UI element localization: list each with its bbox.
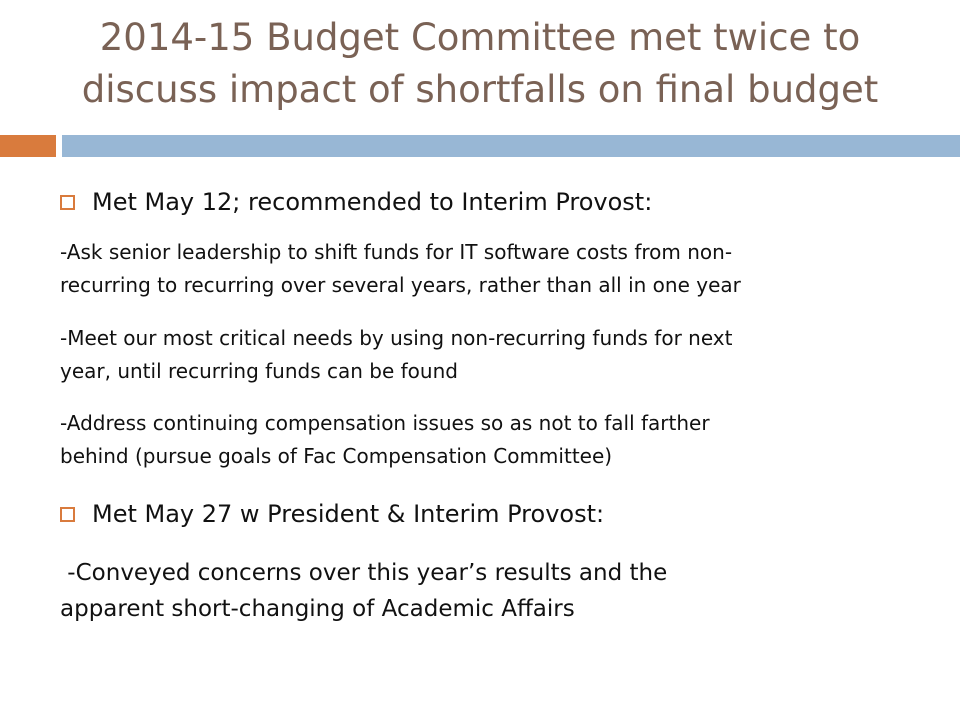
sub-item-line: year, until recurring funds can be found bbox=[60, 359, 458, 383]
sub-item-line: recurring to recurring over several years, rather than all in one year bbox=[60, 273, 741, 297]
sub-item-concerns bbox=[60, 555, 940, 627]
bullet-may-27 bbox=[60, 500, 604, 528]
accent-band-blue bbox=[62, 135, 960, 157]
bullet-heading: Met May 27 w President & Interim Provost: bbox=[92, 500, 605, 528]
sub-item-line: -Ask senior leadership to shift funds for IT software costs from non- bbox=[60, 240, 733, 264]
sub-item-critical-needs bbox=[60, 322, 940, 388]
bullet-may-12 bbox=[60, 188, 652, 216]
square-bullet-icon bbox=[60, 507, 75, 522]
sub-item-compensation bbox=[60, 407, 940, 473]
bullet-heading: Met May 12; recommended to Interim Provost: bbox=[92, 188, 653, 216]
sub-item-line: -Meet our most critical needs by using non-recurring funds for next bbox=[60, 326, 733, 350]
sub-item-line: -Address continuing compensation issues so as not to fall farther bbox=[60, 411, 710, 435]
title-line-2: discuss impact of shortfalls on final budget bbox=[81, 68, 879, 111]
sub-item-line: -Conveyed concerns over this year’s results and the bbox=[60, 560, 668, 586]
title-line-1: 2014-15 Budget Committee met twice to bbox=[99, 16, 861, 59]
accent-band-orange bbox=[0, 135, 56, 157]
sub-item-line: apparent short-changing of Academic Affairs bbox=[60, 596, 575, 622]
sub-item-it-software bbox=[60, 236, 940, 302]
slide-title bbox=[0, 12, 960, 116]
square-bullet-icon bbox=[60, 195, 75, 210]
sub-item-line: behind (pursue goals of Fac Compensation Committee) bbox=[60, 444, 613, 468]
